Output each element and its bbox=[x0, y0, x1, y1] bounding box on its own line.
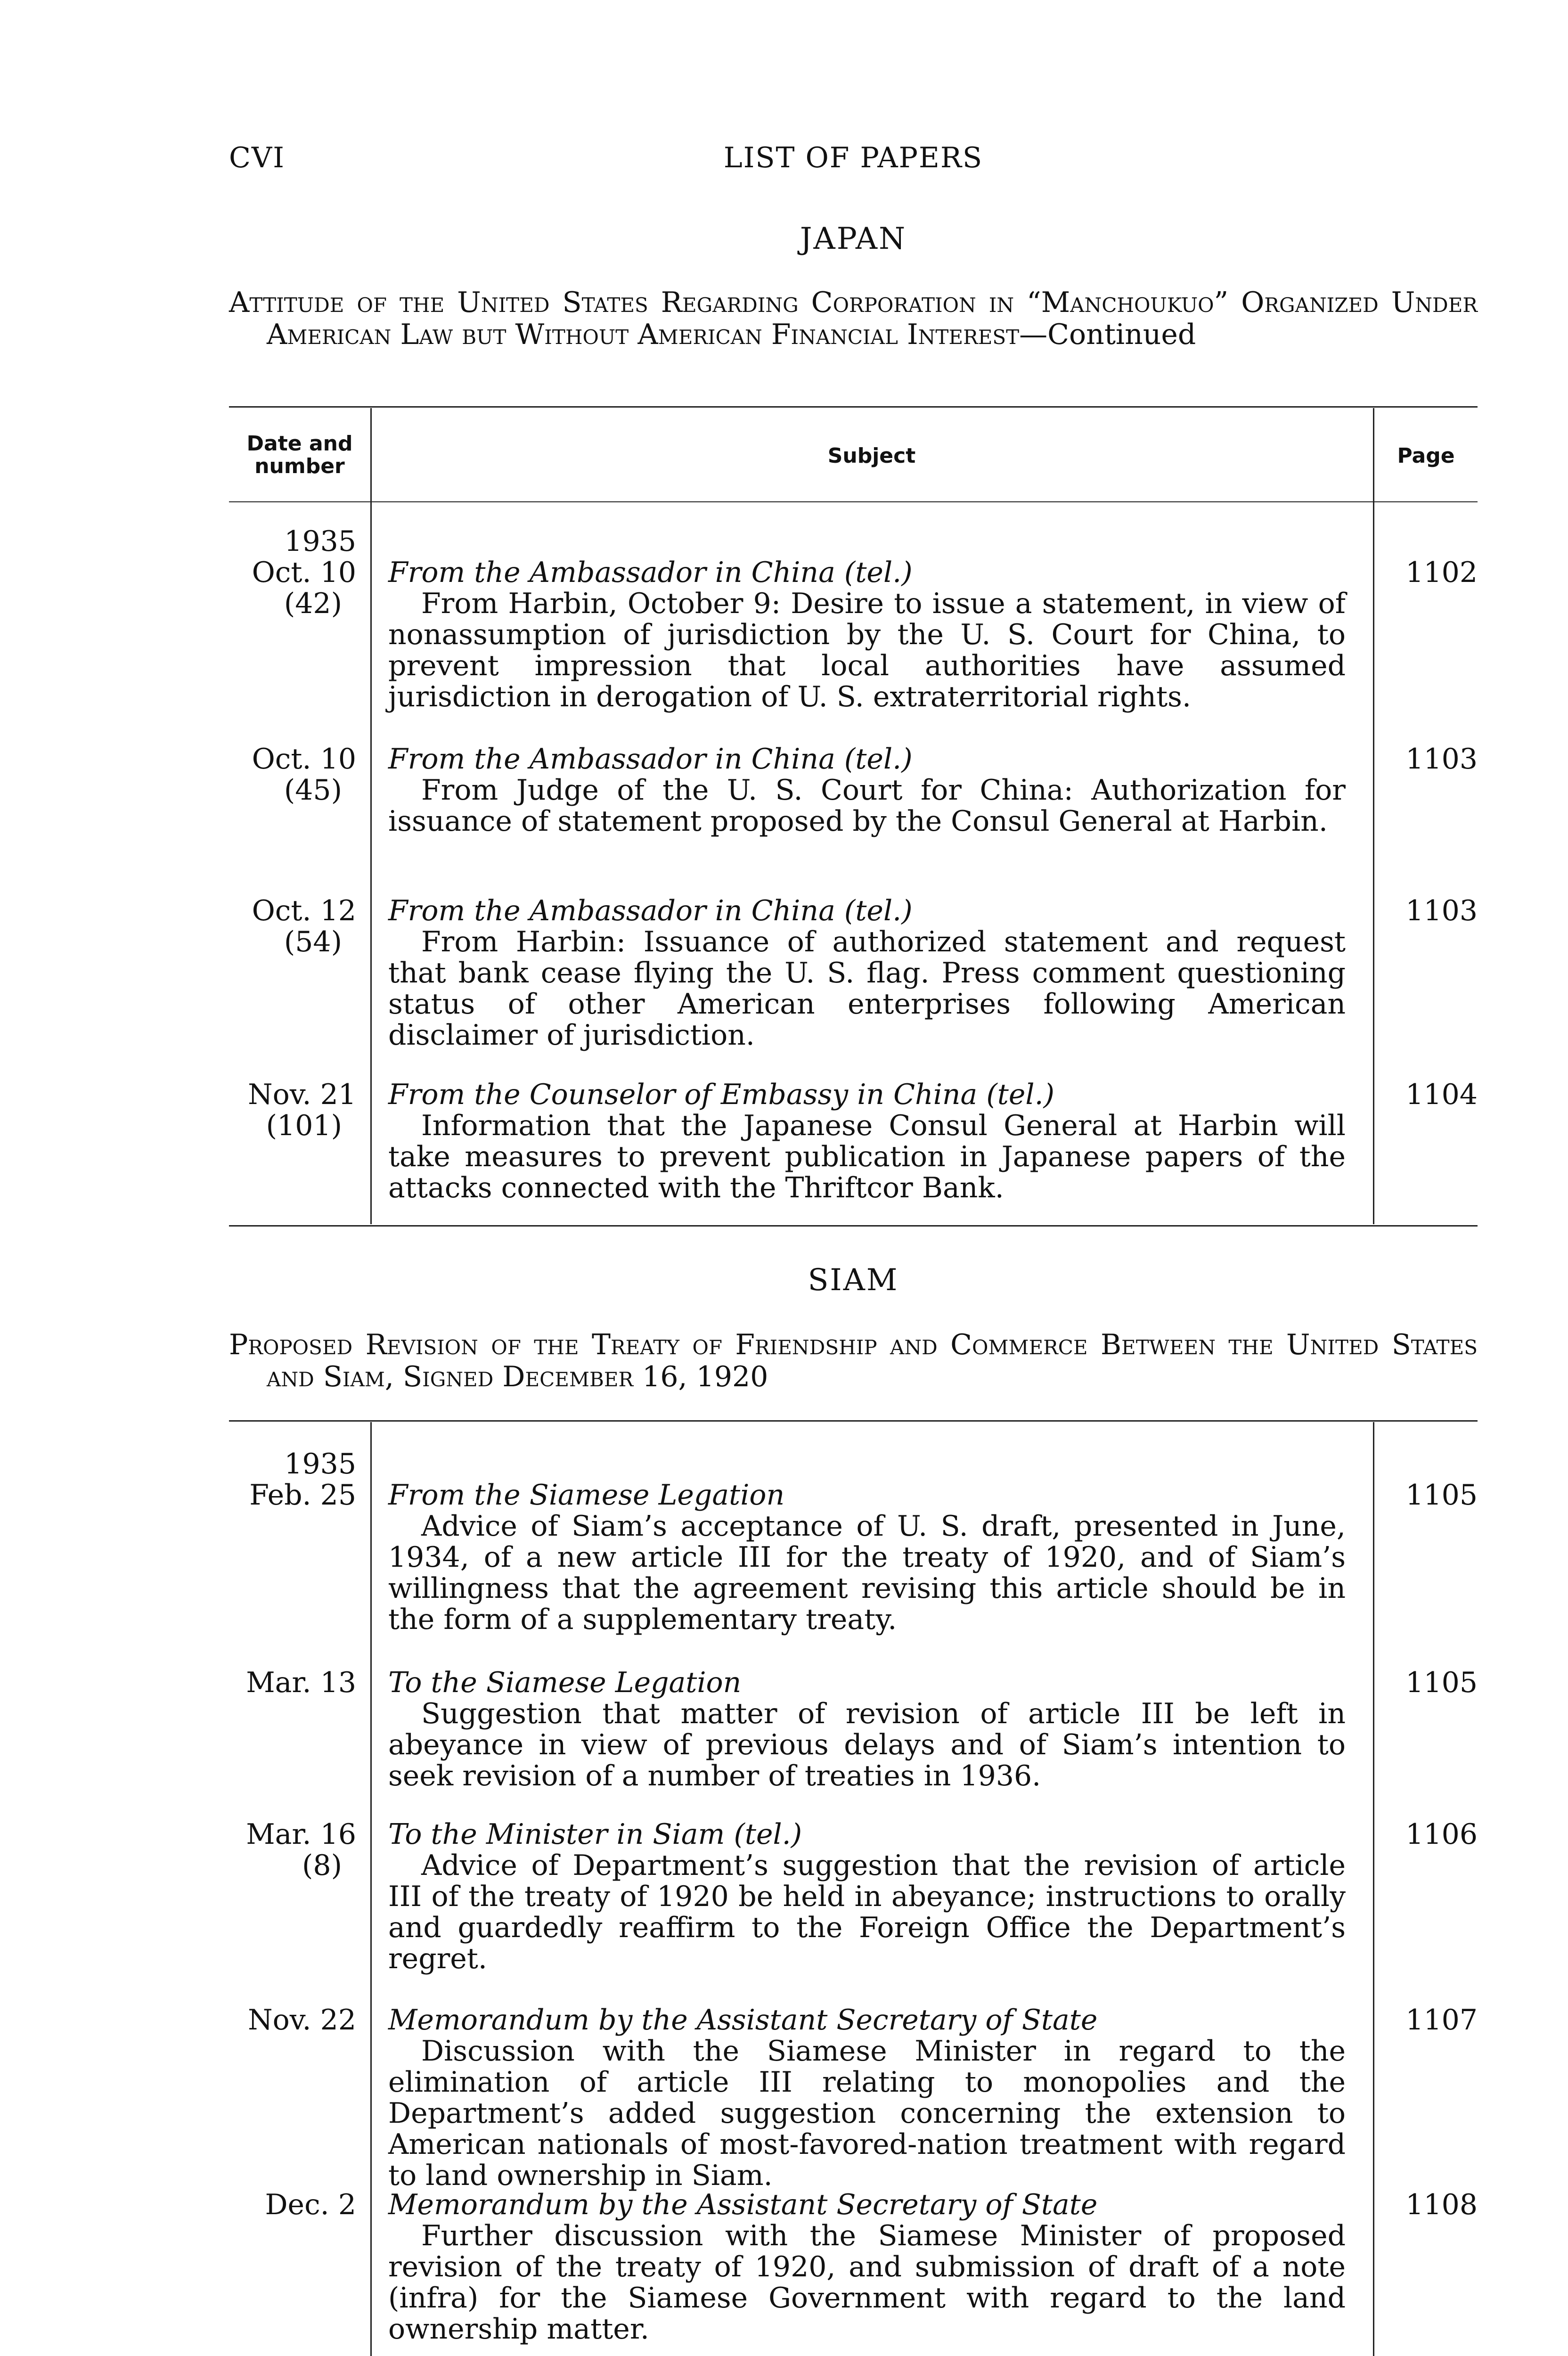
entry-subject bbox=[388, 1667, 1346, 1792]
entry-heading: From the Ambassador in China (tel.) bbox=[388, 556, 913, 589]
column-divider bbox=[1373, 1422, 1374, 2356]
entry-text: Advice of Department’s suggestion that the revision of article III of the treaty of 1920 be held in abeyance; instructions to orally and guardedly reaffirm to the Foreign Office the Department’s regret. bbox=[388, 1849, 1346, 1975]
year-label: 1935 bbox=[284, 1448, 356, 1481]
entry-subject bbox=[388, 557, 1346, 712]
entry-text: From Harbin, October 9: Desire to issue a statement, in view of nonassumption of jurisdiction by the U. S. Court for China, to prevent impression that local authorities have assumed jurisdiction in derogation of U. S. extraterritorial rights. bbox=[388, 587, 1346, 713]
entry-page: 1103 bbox=[1405, 894, 1478, 927]
entry-text: From Harbin: Issuance of authorized statement and request that bank cease flying the U. S. flag. Press comment questioning status of other American enterprises following American disclaimer of jurisdiction. bbox=[388, 925, 1346, 1052]
topic-japan bbox=[229, 286, 1478, 351]
entry-subject bbox=[388, 2004, 1346, 2191]
header-date-number: Date and number bbox=[246, 432, 353, 478]
entry-page: 1106 bbox=[1405, 1818, 1478, 1851]
page-folio: CVI bbox=[229, 141, 285, 174]
table-top-rule bbox=[229, 406, 1478, 408]
section-title-japan: JAPAN bbox=[800, 221, 907, 256]
entry-text: Discussion with the Siamese Minister in regard to the elimination of article III relating to monopolies and the Department’s added suggestion concerning the extension to American nationals of most-favored-nation treatment with regard to land ownership in Siam. bbox=[388, 2035, 1346, 2192]
section-end-rule bbox=[229, 1225, 1478, 1227]
entry-text: Suggestion that matter of revision of article III be left in abeyance in view of previous delays and of Siam’s intention to seek revision of a number of treaties in 1936. bbox=[388, 1697, 1346, 1792]
entry-subject bbox=[388, 1480, 1346, 1635]
entry-subject bbox=[388, 1819, 1346, 1974]
entry-heading: From the Ambassador in China (tel.) bbox=[388, 894, 913, 927]
entry-text: From Judge of the U. S. Court for China: Authorization for issuance of statement proposed by the Consul General at Harbin. bbox=[388, 774, 1346, 838]
entry-heading: From the Siamese Legation bbox=[388, 1479, 785, 1512]
entry-date: Oct. 12 (54) bbox=[252, 894, 356, 958]
entry-page: 1105 bbox=[1405, 1666, 1478, 1699]
entry-date: Nov. 21 (101) bbox=[248, 1078, 356, 1142]
topic-siam: Proposed Revision of the Treaty of Friendship and Commerce Between the United States and Siam, Signed December 16, 1920 bbox=[229, 1328, 1478, 1393]
topic-japan-text: Attitude of the United States Regarding Corporation in “Manchoukuo” Organized Under American Law but Without American Financial Interest bbox=[229, 286, 1478, 351]
entry-page: 1104 bbox=[1405, 1078, 1478, 1111]
header-rule bbox=[229, 501, 1478, 502]
entry-subject bbox=[388, 2189, 1346, 2345]
running-title: LIST OF PAPERS bbox=[723, 141, 983, 174]
running-head bbox=[229, 141, 1478, 179]
entry-page: 1103 bbox=[1405, 743, 1478, 776]
entry-subject bbox=[388, 744, 1346, 837]
japan-table bbox=[229, 408, 1478, 1224]
column-divider bbox=[1373, 408, 1374, 1224]
year-label: 1935 bbox=[284, 525, 356, 558]
entry-subject bbox=[388, 895, 1346, 1051]
entry-page: 1102 bbox=[1405, 556, 1478, 589]
table-top-rule bbox=[229, 1420, 1478, 1422]
entry-date: Dec. 2 bbox=[265, 2188, 356, 2221]
column-divider bbox=[370, 408, 372, 1224]
entry-date: Oct. 10 (42) bbox=[252, 556, 356, 620]
entry-heading: To the Minister in Siam (tel.) bbox=[388, 1818, 802, 1851]
entry-page: 1107 bbox=[1405, 2004, 1478, 2037]
entry-date: Mar. 16 (8) bbox=[246, 1818, 356, 1882]
entry-heading: Memorandum by the Assistant Secretary of State bbox=[388, 2188, 1098, 2221]
header-subject: Subject bbox=[827, 444, 916, 468]
entry-page: 1105 bbox=[1405, 1479, 1478, 1512]
entry-date: Mar. 13 bbox=[246, 1666, 356, 1699]
topic-continued: —Continued bbox=[1019, 318, 1196, 351]
entry-subject bbox=[388, 1079, 1346, 1203]
entry-date: Nov. 22 bbox=[248, 2004, 356, 2037]
entry-text: Advice of Siam’s acceptance of U. S. draft, presented in June, 1934, of a new article III for the treaty of 1920, and of Siam’s willingness that the agreement revising this article should be in the form of a supplementary treaty. bbox=[388, 1510, 1346, 1636]
entry-text: Further discussion with the Siamese Minister of proposed revision of the treaty of 1920, and submission of draft of a note (infra) for the Siamese Government with regard to the land ownership matter. bbox=[388, 2219, 1346, 2346]
entry-heading: Memorandum by the Assistant Secretary of State bbox=[388, 2004, 1098, 2037]
entry-date: Oct. 10 (45) bbox=[252, 743, 356, 807]
entry-page: 1108 bbox=[1405, 2188, 1478, 2221]
siam-table bbox=[229, 1422, 1478, 2356]
entry-text: Information that the Japanese Consul General at Harbin will take measures to prevent publication in Japanese papers of the attacks connected with the Thriftcor Bank. bbox=[388, 1109, 1346, 1204]
entry-heading: From the Counselor of Embassy in China (tel.) bbox=[388, 1078, 1055, 1111]
entry-heading: From the Ambassador in China (tel.) bbox=[388, 743, 913, 776]
header-page: Page bbox=[1397, 444, 1455, 468]
column-divider bbox=[370, 1422, 372, 2356]
entry-date: Feb. 25 bbox=[249, 1479, 356, 1512]
entry-heading: To the Siamese Legation bbox=[388, 1666, 742, 1699]
section-title-siam: SIAM bbox=[808, 1263, 899, 1298]
